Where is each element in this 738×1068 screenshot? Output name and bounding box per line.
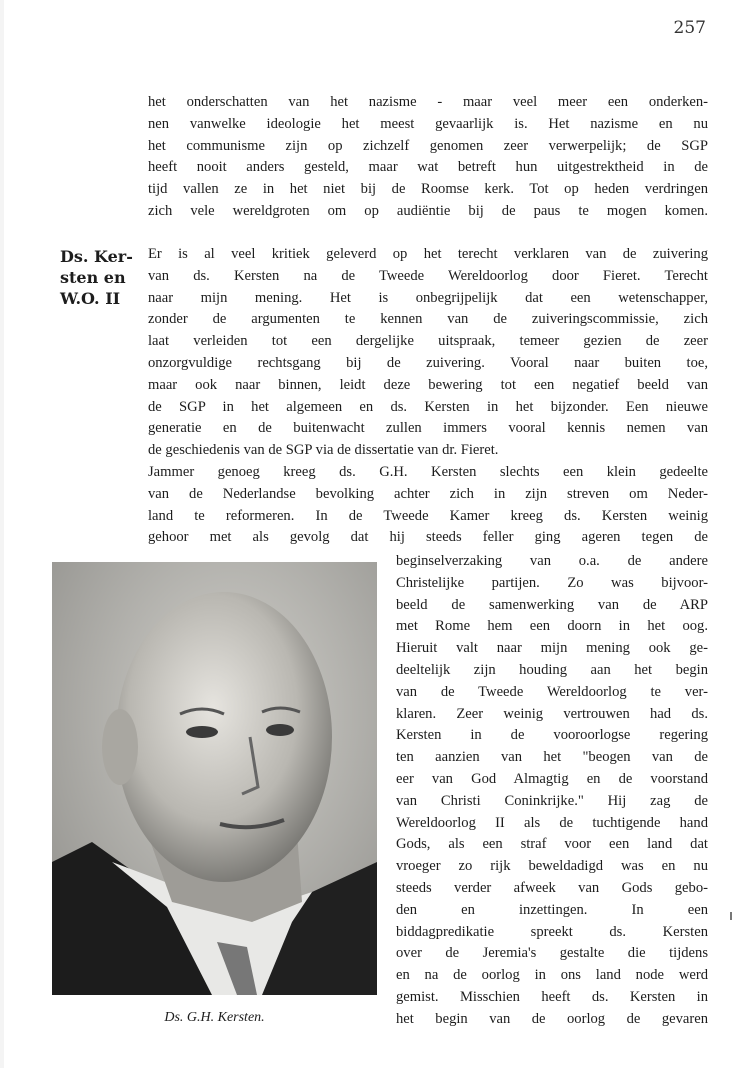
text-line: beeld de samenwerking van de ARP (396, 596, 708, 613)
text-line: van de Nederlandse bevolking achter zich in zijn streven om Neder- (148, 485, 708, 502)
text-line: Jammer genoeg kreeg ds. G.H. Kersten slechts een klein gedeelte (148, 463, 708, 480)
text-line: generatie en de buitenwacht zullen immers vooral kennis nemen van (148, 420, 708, 437)
text-line: gemist. Misschien heeft ds. Kersten in (396, 988, 708, 1005)
text-line: Gods, als een straf voor een land dat (396, 836, 708, 853)
text-line: ten aanzien van het "beogen van de (396, 749, 708, 766)
text-line: eer van God Almagtig en de voorstand (396, 770, 708, 787)
text-line: steeds verder afweek van Gods gebo- (396, 879, 708, 896)
photo-caption: Ds. G.H. Kersten. (164, 1010, 265, 1025)
text-line: nen vanwelke ideologie het meest gevaarlijk is. Het nazisme en nu (148, 115, 708, 132)
text-line: Er is al veel kritiek geleverd op het terecht verklaren van de zuivering (148, 246, 708, 262)
portrait-photo (52, 562, 377, 995)
text-line: tijd vallen ze in het niet bij de Roomse kerk. Tot op heden verdringen (148, 181, 708, 198)
text-line: land te reformeren. In de Tweede Kamer kreeg ds. Kersten weinig (148, 507, 708, 524)
text-line: gehoor met als gevolg dat hij steeds feller ging ageren tegen de (148, 529, 708, 546)
text-line: Christelijke partijen. Zo was bijvoor- (396, 574, 708, 591)
text-line: het communisme zijn op zichzelf genomen zeer verwerpelijk; de SGP (148, 137, 708, 154)
text-line: onzorgvuldige rechtsgang bij de zuivering. Vooral naar buiten toe, (148, 354, 708, 371)
text-line: Kersten in de vooroorlogse regering (396, 727, 708, 744)
text-line: naar mijn mening. Het is onbegrijpelijk dat een wetenschapper, (148, 289, 708, 306)
heading-line: W.O. II (60, 289, 121, 308)
portrait-image (52, 562, 377, 995)
heading-line: Ds. Ker- (60, 247, 133, 266)
text-line: deeltelijk zijn houding aan het begin (396, 661, 708, 678)
text-line: over de Jeremia's gestalte die tijdens (396, 945, 708, 962)
text-line: zonder de argumenten te kennen van de zuiveringscommissie, zich (148, 311, 708, 328)
text-line: de geschiedenis van de SGP via de dissertatie van dr. Fieret. (148, 442, 499, 459)
page-number: 257 (673, 18, 706, 38)
text-line: biddagpredikatie spreekt ds. Kersten (396, 923, 708, 940)
text-line: het begin van de oorlog de gevaren (396, 1010, 708, 1027)
margin-mark (730, 912, 732, 920)
text-line: beginselverzaking van o.a. de andere (396, 553, 708, 569)
text-line: maar ook naar binnen, leidt deze bewering tot een negatief beeld van (148, 376, 708, 393)
text-line: Hieruit valt naar mijn mening ook ge- (396, 640, 708, 657)
text-line: en na de oorlog in ons land node werd (396, 967, 708, 984)
text-line: van ds. Kersten na de Tweede Wereldoorlog door Fieret. Terecht (148, 267, 708, 284)
intro-paragraph (148, 92, 708, 223)
text-line: den en inzettingen. In een (396, 901, 708, 918)
wrapped-paragraph (396, 551, 708, 1031)
text-line: laat verleiden tot een dergelijke uitspraak, temeer gezien de zeer (148, 333, 708, 350)
text-line: klaren. Zeer weinig vertrouwen had ds. (396, 705, 708, 722)
text-line: de SGP in het algemeen en ds. Kersten in het bijzonder. Een nieuwe (148, 398, 708, 415)
section-paragraph (148, 244, 708, 549)
text-line: van de Tweede Wereldoorlog te ver- (396, 683, 708, 700)
text-line: Wereldoorlog II als de tuchtigende hand (396, 814, 708, 831)
heading-line: sten en (60, 268, 126, 287)
text-line: zich vele wereldgroten om op audiëntie bij de paus te mogen komen. (148, 202, 708, 219)
page-edge-shadow (0, 0, 4, 1068)
text-line: van Christi Coninkrijke." Hij zag de (396, 792, 708, 809)
text-line: het onderschatten van het nazisme - maar veel meer een onderken- (148, 94, 708, 110)
text-line: met Rome hem een doorn in het oog. (396, 618, 708, 635)
text-line: heeft nooit anders gesteld, maar wat betreft hun uitgestrektheid in de (148, 159, 708, 176)
section-heading (60, 246, 144, 309)
text-line: vroeger zo rijk beweldadigd was en nu (396, 858, 708, 875)
